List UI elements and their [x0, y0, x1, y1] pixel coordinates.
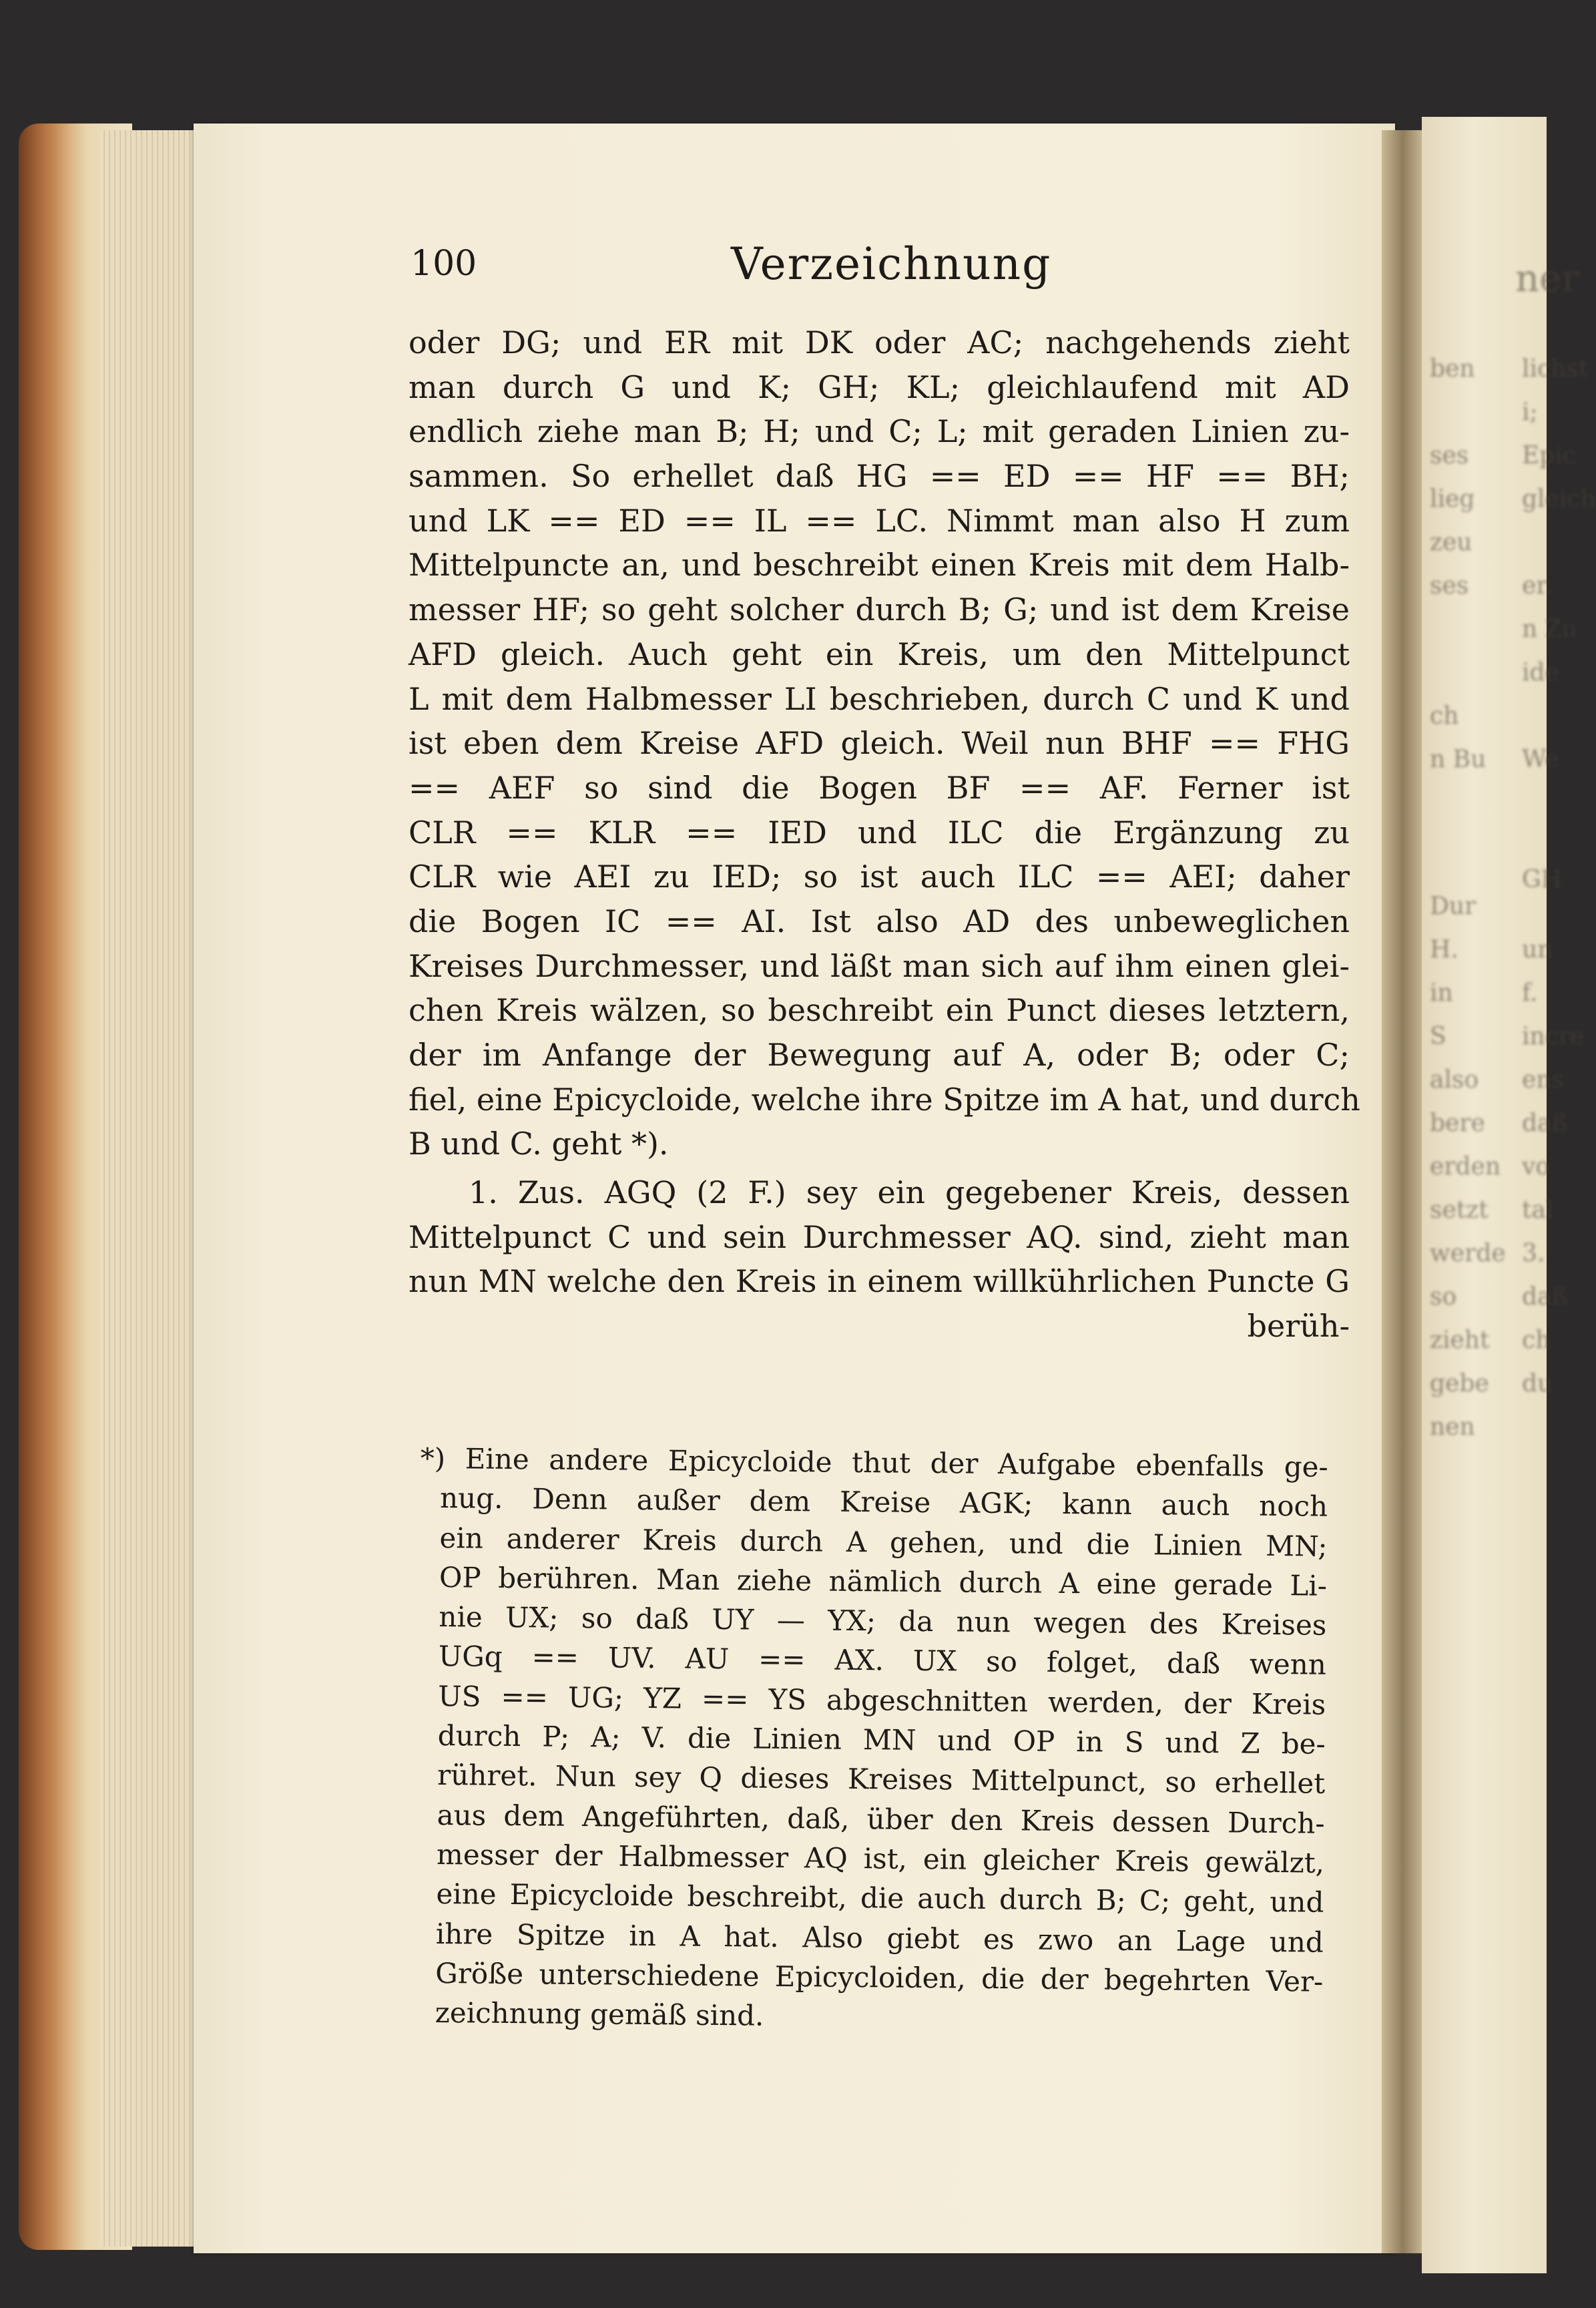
right-page-text: lieg	[1430, 485, 1475, 513]
right-page-text: gebe	[1430, 1370, 1489, 1397]
right-page-text: GH	[1522, 866, 1563, 893]
text-line: oder DG; und ER mit DK oder AC; nachgehends zieht	[409, 324, 1350, 361]
footnote	[420, 1439, 1328, 2041]
right-page-text: erden	[1430, 1153, 1501, 1180]
footnote-line: eine Epicycloide beschreibt, die auch durch B; C; geht, und	[436, 1877, 1324, 1919]
right-page-text: Dur	[1430, 893, 1477, 920]
right-page-text: daß	[1522, 1283, 1568, 1311]
right-page-text: bere	[1430, 1110, 1485, 1137]
right-page-fragment	[1422, 117, 1596, 2273]
right-page-text: S	[1430, 1023, 1446, 1050]
text-line: Kreises Durchmesser, und läßt man sich auf ihm einen glei-	[409, 947, 1350, 984]
right-page-text: un	[1522, 936, 1553, 963]
footnote-line: durch P; A; V. die Linien MN und OP in S und Z be-	[437, 1719, 1326, 1761]
right-page-text: ses	[1430, 572, 1469, 600]
right-page-text: in	[1430, 979, 1453, 1007]
text-line: ist eben dem Kreise AFD gleich. Weil nun BHF == FHG	[409, 725, 1350, 762]
right-page-text: f.	[1522, 979, 1538, 1007]
text-line: Mittelpuncte an, und beschreibt einen Kreis mit dem Halb-	[409, 547, 1350, 584]
text-line: 1. Zus. AGQ (2 F.) sey ein gegebener Kreis, dessen	[469, 1174, 1350, 1211]
right-page-text: lichst	[1522, 355, 1589, 383]
right-page-text: n Zu	[1522, 616, 1577, 643]
text-line: messer HF; so geht solcher durch B; G; und ist dem Kreise	[409, 592, 1350, 628]
right-page-text: du	[1522, 1370, 1553, 1397]
footnote-line: rühret. Nun sey Q dieses Kreises Mittelpunct, so erhellet	[437, 1759, 1326, 1801]
right-page-text: n Bu	[1430, 746, 1487, 773]
text-line: chen Kreis wälzen, so beschreibt ein Punct dieses letztern,	[409, 992, 1350, 1029]
text-line: == AEF so sind die Bogen BF == AF. Ferner ist	[409, 769, 1350, 806]
text-line: man durch G und K; GH; KL; gleichlaufend mit AD	[409, 369, 1350, 405]
page-number: 100	[411, 244, 477, 284]
text-line: AFD gleich. Auch geht ein Kreis, um den Mittelpunct	[409, 636, 1350, 672]
right-page-text: zieht	[1430, 1327, 1490, 1354]
page-header	[411, 238, 1345, 304]
footnote-line: aus dem Angeführten, daß, über den Kreis dessen Durch-	[437, 1798, 1325, 1840]
right-page-text: zeu	[1430, 529, 1473, 556]
right-page-text: incre	[1522, 1023, 1585, 1050]
right-page-text: nen	[1430, 1413, 1475, 1441]
right-page-text: ch	[1430, 702, 1459, 730]
right-page-text: 3.	[1522, 1240, 1545, 1267]
footnote-line: ein anderer Kreis durch A gehen, und die Linien MN;	[439, 1521, 1328, 1563]
footnote-line: UGq == UV. AU == AX. UX so folget, daß wenn	[438, 1640, 1327, 1682]
footnote-line: Größe unterschiedene Epicycloiden, die der begehrten Ver-	[435, 1956, 1324, 1998]
right-page-text: We	[1522, 746, 1559, 773]
right-page-text: gleich	[1522, 485, 1596, 513]
right-page-text: H.	[1430, 936, 1458, 963]
text-line: CLR wie AEI zu IED; so ist auch ILC == AEI; daher	[409, 859, 1350, 895]
text-line: fiel, eine Epicycloide, welche ihre Spitze im A hat, und durch	[409, 1081, 1360, 1118]
right-page-text: daß	[1522, 1110, 1568, 1137]
right-page-text: ses	[1430, 442, 1469, 469]
right-page-text: ben	[1430, 355, 1475, 383]
footnote-line: zeichnung gemäß sind.	[435, 1996, 764, 2032]
footnote-line: US == UG; YZ == YS abgeschnitten werden, der Kreis	[438, 1679, 1326, 1721]
text-line: die Bogen IC == AI. Ist also AD des unbeweglichen	[409, 903, 1350, 939]
text-line: Mittelpunct C und sein Durchmesser AQ. sind, zieht man	[409, 1218, 1350, 1255]
right-page-text: vo	[1522, 1153, 1551, 1180]
right-page-text: werde	[1430, 1240, 1506, 1267]
footnote-line: nug. Denn außer dem Kreise AGK; kann auch noch	[439, 1481, 1328, 1524]
text-line: der im Anfange der Bewegung auf A, oder B; oder C;	[409, 1037, 1350, 1073]
footnote-line: nie UX; so daß UY — YX; da nun wegen des Kreises	[439, 1600, 1327, 1642]
text-line: B und C. geht *).	[409, 1126, 669, 1162]
right-page-text: also	[1430, 1066, 1479, 1094]
main-text	[409, 320, 1360, 1349]
right-page-text: ner	[1515, 257, 1579, 300]
right-page-text: so	[1430, 1283, 1457, 1311]
right-page-text: Epic	[1522, 442, 1576, 469]
right-page-text: ens	[1522, 1066, 1564, 1094]
text-line: CLR == KLR == IED und ILC die Ergänzung zu	[409, 814, 1350, 851]
right-page-text: i;	[1522, 399, 1538, 426]
page-title: Verzeichnung	[731, 238, 1052, 290]
right-page-text: ch	[1522, 1327, 1551, 1354]
right-page-text: tal	[1522, 1196, 1554, 1224]
right-page-text: setzt	[1430, 1196, 1489, 1224]
text-line: endlich ziehe man B; H; und C; L; mit geraden Linien zu-	[409, 413, 1350, 450]
text-line: sammen. So erhellet daß HG == ED == HF == BH;	[409, 458, 1350, 495]
text-line: und LK == ED == IL == LC. Nimmt man also H zum	[409, 502, 1350, 539]
text-line: L mit dem Halbmesser LI beschrieben, durch C und K und	[409, 680, 1350, 717]
text-line: nun MN welche den Kreis in einem willkührlichen Puncte G	[409, 1263, 1350, 1300]
page-stack-edge	[100, 130, 200, 2247]
right-page-text: er.	[1522, 572, 1553, 600]
footnote-line: messer der Halbmesser AQ ist, ein gleicher Kreis gewälzt,	[436, 1837, 1325, 1879]
footnote-line: ihre Spitze in A hat. Also giebt es zwo an Lage und	[435, 1917, 1324, 1959]
footnote-line: OP berühren. Man ziehe nämlich durch A eine gerade Li-	[439, 1560, 1328, 1602]
right-page-text: ide	[1522, 659, 1559, 686]
footnote-line: *) Eine andere Epicycloide thut der Aufgabe ebenfalls ge-	[420, 1441, 1328, 1483]
catchword: berüh-	[1247, 1308, 1350, 1345]
